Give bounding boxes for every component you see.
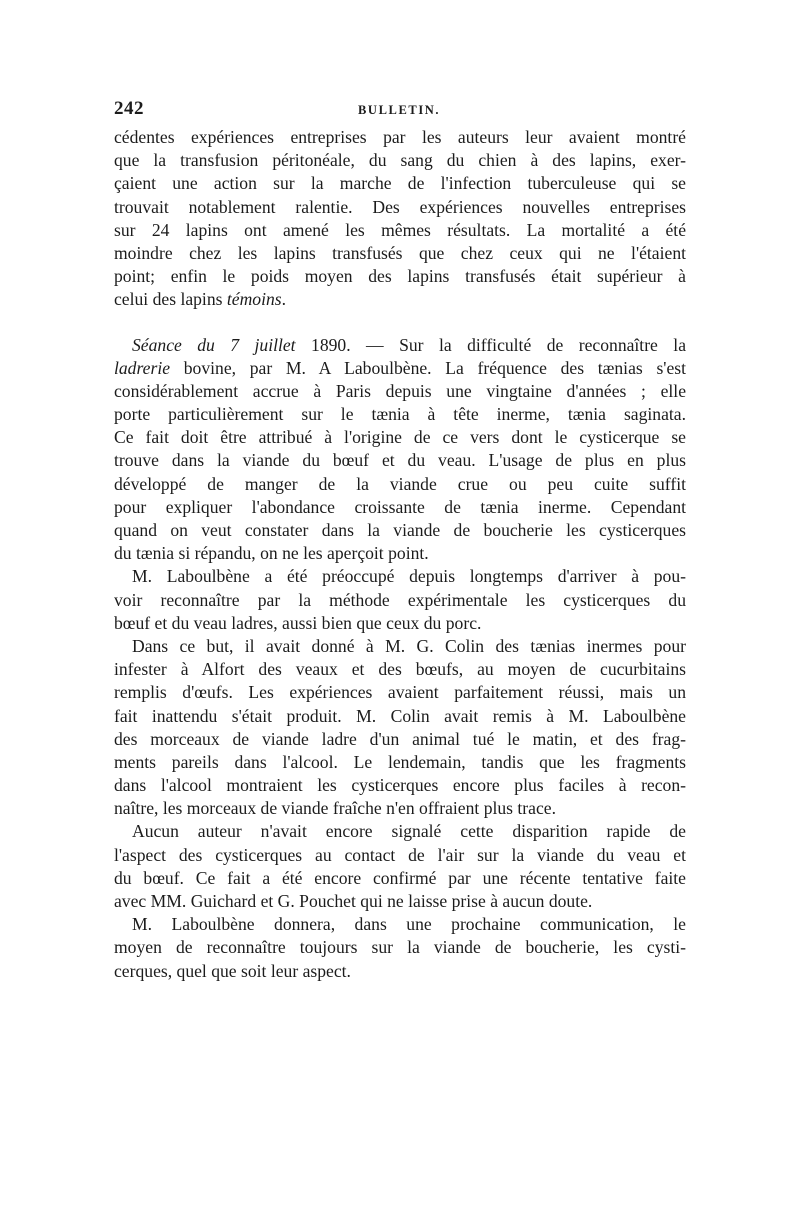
line-text: bœuf et du veau ladres, aussi bien que ceux du porc.	[114, 612, 482, 633]
text-line	[114, 473, 686, 496]
text-line	[114, 658, 686, 681]
page-number: 242	[114, 98, 144, 119]
text-line	[114, 565, 686, 588]
line-text: naître, les morceaux de viande fraîche n'en offraient plus trace.	[114, 798, 556, 819]
line-text: avec MM. Guichard et G. Pouchet qui ne laisse prise à aucun doute.	[114, 891, 593, 911]
text-line	[114, 844, 686, 867]
text-line	[114, 519, 686, 542]
text-line	[114, 728, 686, 751]
line-text: moyen de reconnaître toujours sur la viande de boucherie, les cysti-	[114, 937, 686, 958]
line-text: remplis d'œufs. Les expériences avaient parfaitement réussi, mais un	[114, 682, 686, 703]
text-line	[114, 774, 686, 797]
running-title: BULLETIN.	[358, 103, 441, 117]
line-text: M. Laboulbène a été préoccupé depuis longtemps d'arriver à pou-	[132, 566, 686, 587]
running-head	[114, 98, 686, 122]
text-line	[114, 705, 686, 728]
italic-text: témoins	[226, 289, 282, 310]
line-text: porte particulièrement sur le tænia à tête inerme, tænia saginata.	[114, 404, 686, 425]
line-text: bovine, par M. A Laboulbène. La fréquence des tænias s'est	[170, 357, 686, 378]
paragraph	[114, 126, 686, 312]
text-line	[114, 357, 686, 380]
text-line	[114, 542, 686, 565]
text-line	[114, 449, 686, 472]
paragraph	[114, 334, 686, 566]
line-text: pour expliquer l'abondance croissante de tænia inerme. Cependant	[114, 496, 686, 517]
line-text: Ce fait doit être attribué à l'origine de ce vers dont le cysticerque se	[114, 427, 686, 448]
document-page	[114, 98, 686, 983]
paragraph	[114, 913, 686, 983]
text-line	[114, 867, 686, 890]
text-line	[114, 890, 686, 913]
text-line	[114, 265, 686, 288]
line-text: çaient une action sur la marche de l'infection tuberculeuse qui se	[114, 173, 686, 194]
line-text: trouvait notablement ralentie. Des expériences nouvelles entreprises	[114, 196, 686, 217]
line-text: cédentes expériences entreprises par les auteurs leur avaient montré	[114, 127, 686, 147]
line-text: sur 24 lapins ont amené les mêmes résultats. La mortalité a été	[114, 219, 686, 240]
line-text: l'aspect des cysticerques au contact de l'air sur la viande du veau et	[114, 844, 686, 865]
section-gap	[114, 312, 686, 334]
line-text: du bœuf. Ce fait a été encore confirmé par une récente tentative faite	[114, 867, 686, 888]
body-text	[114, 126, 686, 983]
text-line	[114, 426, 686, 449]
line-text: des morceaux de viande ladre d'un animal tué le matin, et des frag-	[114, 728, 686, 749]
line-text: fait inattendu s'était produit. M. Colin avait remis à M. Laboulbène	[114, 705, 686, 726]
paragraph	[114, 820, 686, 913]
italic-text: Séance du 7 juillet	[132, 334, 296, 355]
text-line	[114, 820, 686, 843]
line-text: quand on veut constater dans la viande de boucherie les cysticerques	[114, 520, 686, 540]
line-text: celui des lapins	[114, 289, 227, 310]
text-line	[114, 589, 686, 612]
text-line	[114, 149, 686, 172]
text-line	[114, 242, 686, 265]
italic-text: ladrerie	[114, 357, 171, 378]
line-text: moindre chez les lapins transfusés que chez ceux qui ne l'étaient	[114, 242, 686, 263]
text-line	[114, 635, 686, 658]
line-text: dans l'alcool montraient les cysticerques encore plus faciles à recon-	[114, 775, 686, 796]
paragraph	[114, 635, 686, 821]
line-text: que la transfusion péritonéale, du sang du chien à des lapins, exer-	[114, 150, 686, 171]
line-text: considérablement accrue à Paris depuis une vingtaine d'années ; elle	[114, 380, 686, 401]
text-line	[114, 219, 686, 242]
line-text: développé de manger de la viande crue ou peu cuite suffit	[114, 473, 686, 494]
line-text: voir reconnaître par la méthode expérimentale les cysticerques du	[114, 589, 686, 610]
text-line	[114, 334, 686, 357]
text-line	[114, 960, 686, 983]
line-text: cerques, quel que soit leur aspect.	[114, 960, 351, 981]
line-text: infester à Alfort des veaux et des bœufs, au moyen de cucurbitains	[114, 659, 686, 680]
line-text: trouve dans la viande du bœuf et du veau. L'usage de plus en plus	[114, 450, 686, 471]
line-text: Dans ce but, il avait donné à M. G. Colin des tænias inermes pour	[132, 635, 686, 656]
text-line	[114, 380, 686, 403]
text-line	[114, 403, 686, 426]
text-line	[114, 913, 686, 936]
text-line	[114, 196, 686, 219]
text-line	[114, 681, 686, 704]
line-text: .	[281, 289, 287, 310]
text-line	[114, 751, 686, 774]
line-text: point; enfin le poids moyen des lapins transfusés était supérieur à	[114, 266, 686, 287]
text-line	[114, 172, 686, 195]
line-text: M. Laboulbène donnera, dans une prochaine communication, le	[132, 914, 686, 935]
text-line	[114, 612, 686, 635]
line-text: ments pareils dans l'alcool. Le lendemain, tandis que les fragments	[114, 751, 686, 772]
line-text: Aucun auteur n'avait encore signalé cette disparition rapide de	[132, 821, 686, 842]
text-line	[114, 288, 686, 311]
line-text: 1890. — Sur la difficulté de reconnaître la	[295, 334, 686, 355]
text-line	[114, 936, 686, 959]
line-text: du tænia si répandu, on ne les aperçoit point.	[114, 543, 429, 564]
text-line	[114, 126, 686, 149]
text-line	[114, 496, 686, 519]
text-line	[114, 797, 686, 820]
paragraph	[114, 565, 686, 635]
